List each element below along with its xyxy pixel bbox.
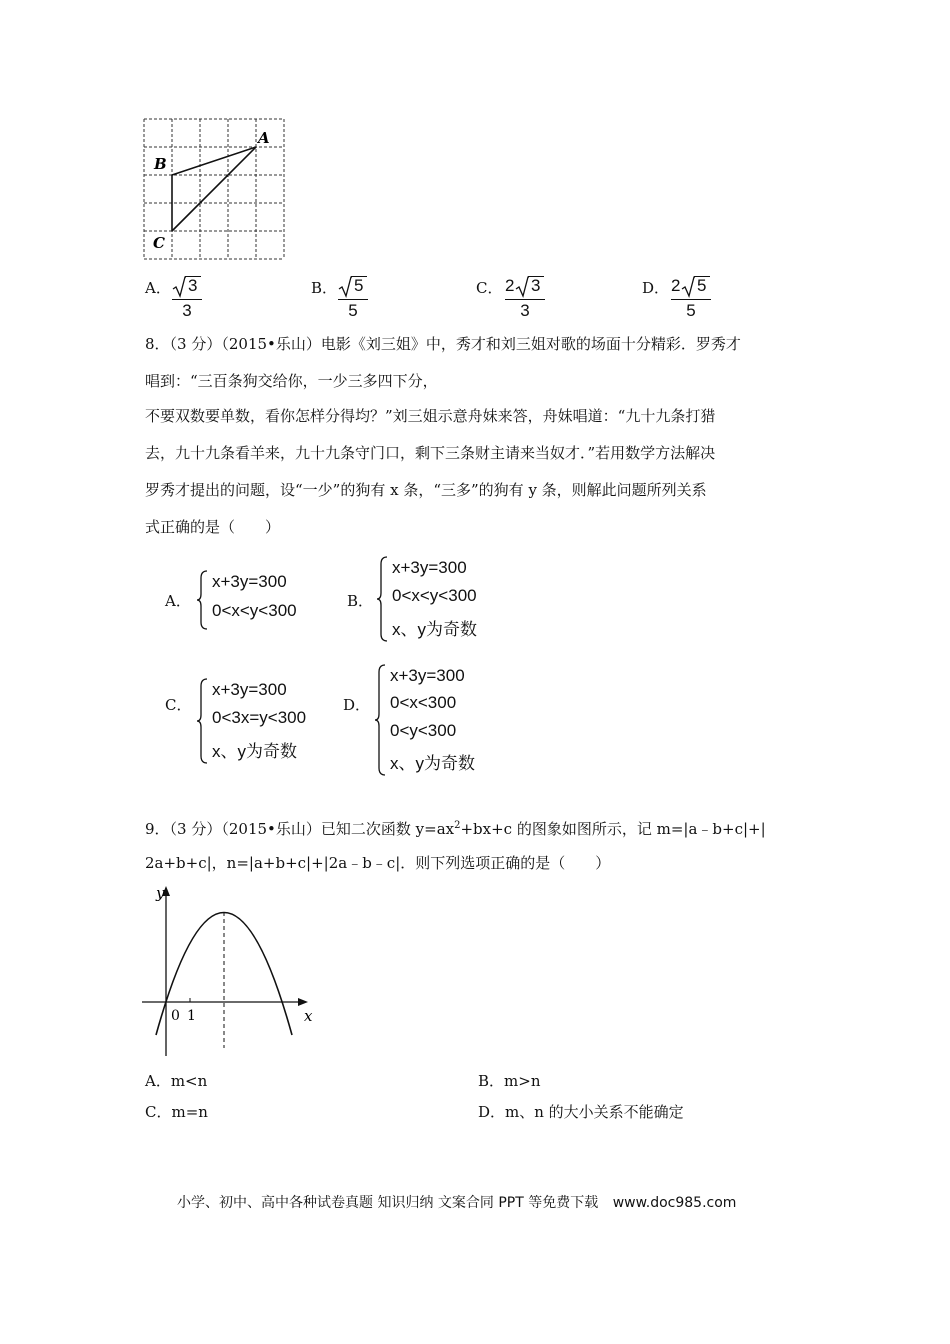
parabola-graph [140,880,330,1060]
origin-label: 0 [171,1008,180,1024]
q8-line-2: 唱到：“三百条狗交给你，一少三多四下分， [145,372,438,390]
triangle-abc [172,147,256,231]
q7-option-b-value: 5 5 [338,274,372,320]
q8-option-c-letter: C． [165,696,192,714]
brace-icon [374,664,386,776]
brace-icon [376,556,388,642]
q7-option-d-value: 2 5 5 [671,274,715,320]
q8-line-3: 不要双数要单数，看你怎样分得均？”刘三姐示意舟妹来答，舟妹唱道：“九十九条打猎 [145,407,716,425]
q8-option-b-system: x+3y=300 0<x<y<300 x、y为奇数 [376,556,516,642]
q9-option-a: A．m<n [145,1072,208,1090]
q8-option-a-system: x+3y=300 0<x<y<300 [196,570,336,630]
q9-line-2: 2a+b+c|，n=|a+b+c|+|2a﹣b﹣c|．则下列选项正确的是（ ） [145,854,611,872]
q8-option-b-letter: B． [347,592,374,610]
q8-line-1: 8．（3 分）（2015•乐山）电影《刘三姐》中，秀才和刘三姐对歌的场面十分精彩．罗秀才 [145,335,741,353]
q7-option-a-value: 3 3 [172,274,206,320]
footer [177,1192,736,1212]
q7-option-c-letter: C． [476,279,503,297]
q9-option-b: B．m>n [478,1072,541,1090]
q9-option-c: C．m=n [145,1103,208,1121]
q8-line-4: 去，九十九条看羊来，九十九条守门口，剩下三条财主请来当奴才．”若用数学方法解决 [145,444,716,462]
brace-icon [196,570,208,630]
q7-option-b-letter: B． [311,279,338,297]
label-c: C [153,234,165,252]
q7-option-a-letter: A． [145,279,171,297]
x-axis-label: x [304,1007,313,1025]
label-a: A [258,129,270,147]
footer-link[interactable]: www.doc985.com [612,1195,737,1211]
q9-option-d: D．m、n 的大小关系不能确定 [478,1103,684,1121]
y-axis-label: y [156,884,165,902]
q8-line-6: 式正确的是（ ） [145,518,281,536]
q8-option-d-letter: D． [343,696,371,714]
footer-text: 小学、初中、高中各种试卷真题 知识归纳 文案合同 PPT 等免费下载 [177,1195,599,1211]
tick-label-1: 1 [187,1008,196,1024]
q8-option-d-system: x+3y=300 0<x<300 0<y<300 x、y为奇数 [374,664,514,776]
q8-option-a-letter: A． [165,592,191,610]
q8-line-5: 罗秀才提出的问题，设“一少”的狗有 x 条，“三多”的狗有 y 条，则解此问题所列关系 [145,481,707,499]
q9-line-1: 9．（3 分）（2015•乐山）已知二次函数 $y=ax^2+bx+c$ 的图象如图所示，记 m=|a﹣b+c|+| [145,820,766,838]
brace-icon [196,678,208,764]
x-axis-arrow-icon [298,998,308,1006]
triangle-grid-figure [140,115,290,265]
q7-option-c-value: 2 3 3 [505,274,549,320]
q7-option-d-letter: D． [642,279,670,297]
q8-option-c-system: x+3y=300 0<3x=y<300 x、y为奇数 [196,678,336,764]
label-b: B [154,155,167,173]
